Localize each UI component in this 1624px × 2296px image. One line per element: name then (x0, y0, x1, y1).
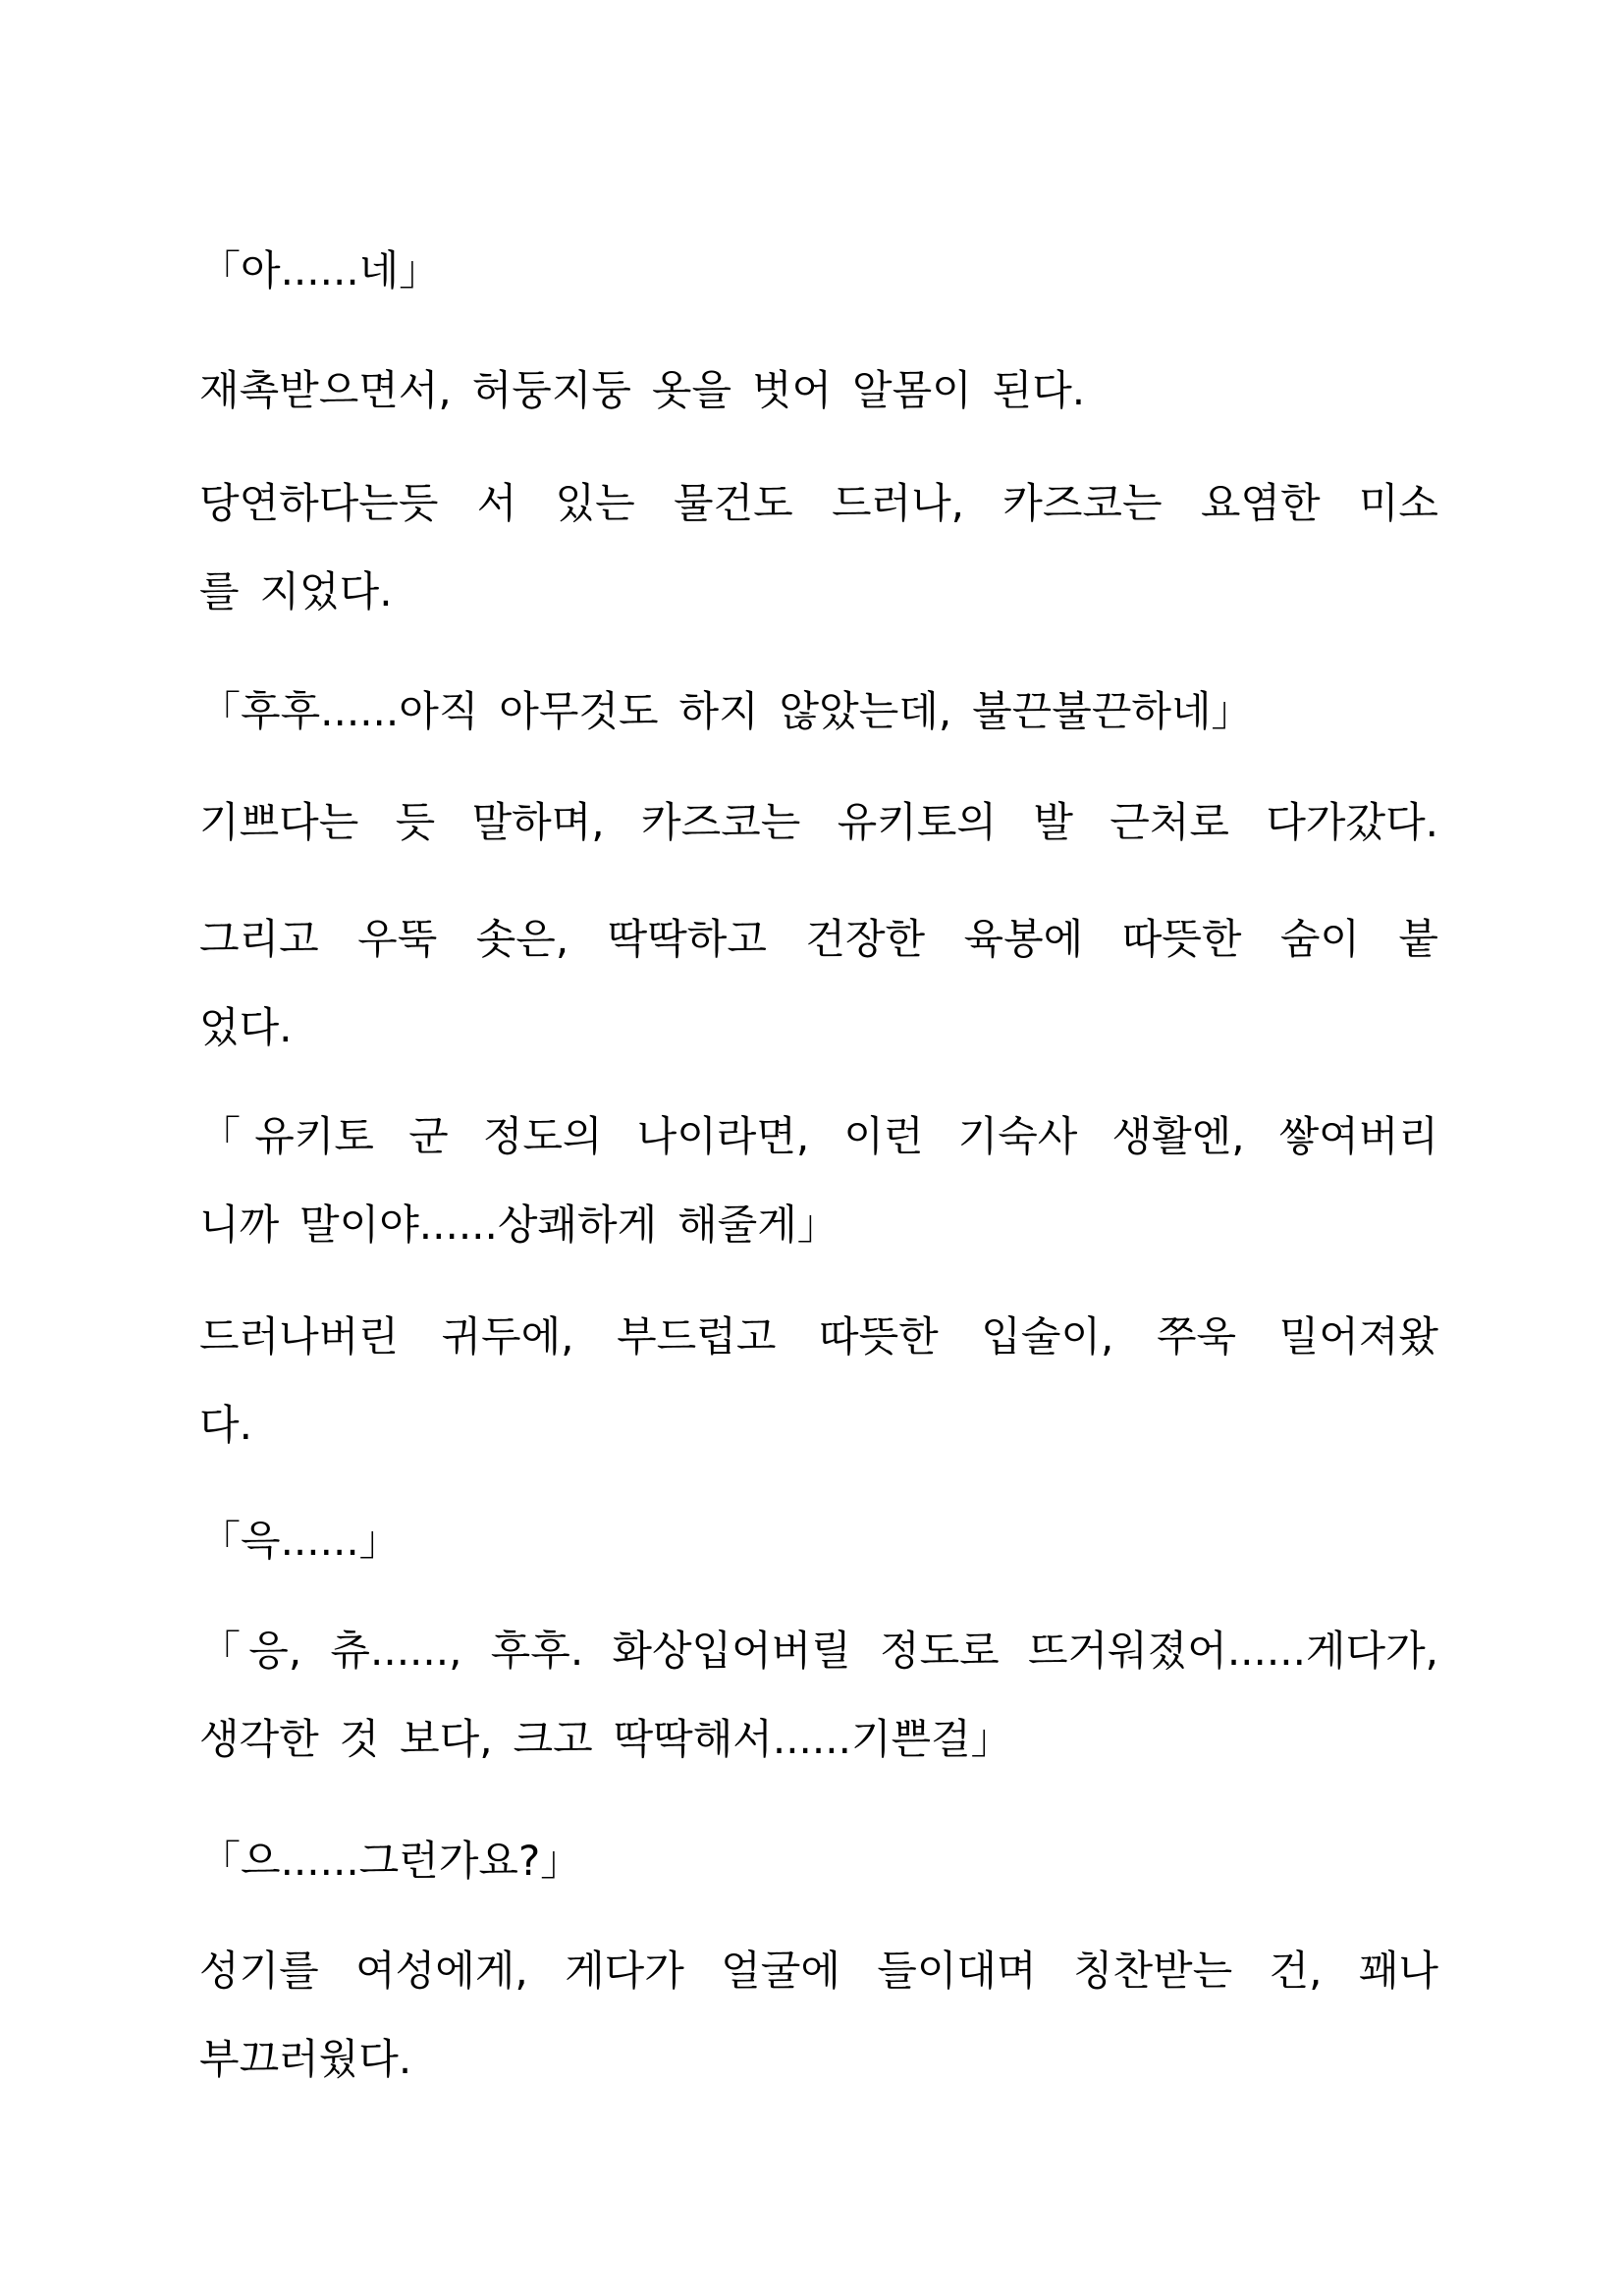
text-line: 성기를 여성에게, 게다가 얼굴에 들이대며 칭찬받는 건, 꽤나 (199, 1947, 1438, 1995)
paragraph (199, 1927, 1438, 2104)
paragraph (199, 1293, 1438, 1469)
paragraph (199, 778, 1438, 867)
paragraph (199, 1497, 1438, 1585)
paragraph (199, 347, 1438, 435)
text-line: 었다. (199, 1003, 293, 1051)
paragraph (199, 1093, 1438, 1269)
paragraph (199, 667, 1438, 756)
text-line: 생각한 것 보다, 크고 딱딱해서......기쁜걸」 (199, 1715, 1012, 1763)
text-line: 「아......네」 (199, 246, 441, 294)
text-line: 다. (199, 1401, 252, 1449)
text-line: 재촉받으면서, 허둥지둥 옷을 벗어 알몸이 된다. (199, 366, 1086, 414)
text-line: 당연하다는듯 서 있는 물건도 드러나, 카즈코는 요염한 미소 (199, 479, 1438, 527)
text-line: 「후후......아직 아무것도 하지 않았는데, 불끈불끈하네」 (199, 687, 1253, 735)
text-line: 「응, 츄......, 후후. 화상입어버릴 정도로 뜨거워졌어......게다가, (199, 1627, 1438, 1675)
text-line: 부끄러웠다. (199, 2035, 412, 2083)
paragraph (199, 1607, 1438, 1784)
paragraph (199, 1817, 1438, 1905)
text-line: 「으......그런가요?」 (199, 1837, 582, 1885)
text-line: 기쁘다는 듯 말하며, 카즈코는 유키토의 발 근처로 다가갔다. (199, 798, 1438, 846)
text-line: 니까 말이야......상쾌하게 해줄게」 (199, 1201, 839, 1249)
paragraph (199, 895, 1438, 1072)
paragraph (199, 227, 1438, 315)
text-line: 「유키토 군 정도의 나이라면, 이런 기숙사 생활엔, 쌓여버리 (199, 1112, 1438, 1160)
text-line: 「윽......」 (199, 1517, 401, 1565)
text-line: 드러나버린 귀두에, 부드럽고 따뜻한 입술이, 쭈욱 밀어져왔 (199, 1312, 1438, 1361)
text-line: 를 지었다. (199, 567, 393, 615)
text-line: 그리고 우뚝 솟은, 딱딱하고 건장한 육봉에 따뜻한 숨이 붙 (199, 915, 1438, 963)
paragraph (199, 459, 1438, 636)
